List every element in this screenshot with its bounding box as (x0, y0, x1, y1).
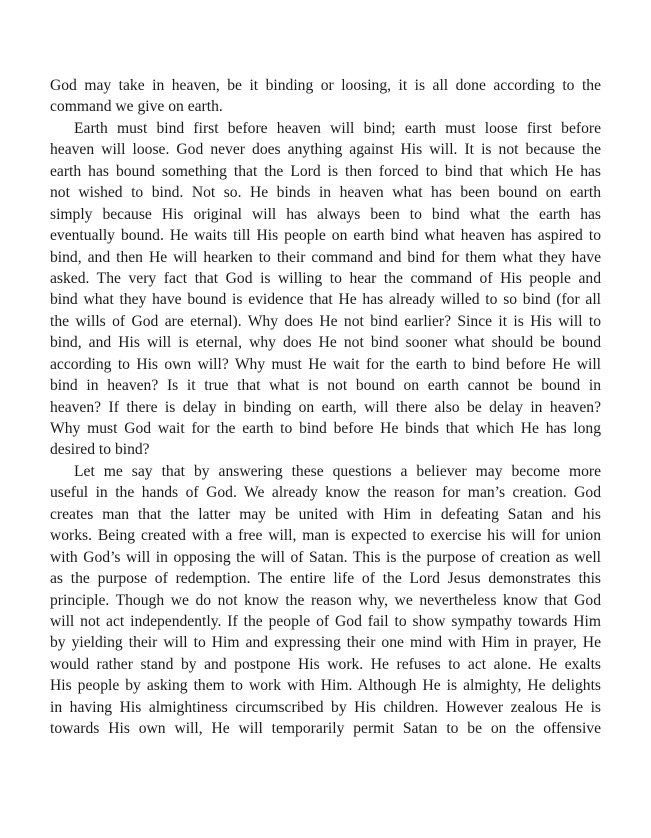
text-line: heaven? If there is delay in binding on earth, will there also be delay in heaven? (50, 398, 601, 416)
text-line: the wills of God are eternal). Why does He not bind earlier? Since it is His will to (50, 312, 601, 330)
text-line: as the purpose of redemption. The entire life of the Lord Jesus demonstrates this (50, 570, 601, 588)
text-line: bind in heaven? Is it true that what is not bound on earth cannot be bound in (50, 377, 601, 395)
text-line: command we give on earth. (50, 98, 223, 116)
text-line: will not act independently. If the people of God fail to show sympathy towards Him (50, 612, 601, 630)
text-line: desired to bind? (50, 441, 150, 459)
text-line: simply because His original will has always been to bind what the earth has (50, 205, 601, 223)
text-line: eventually bound. He waits till His people on earth bind what heaven has aspired to (50, 227, 601, 245)
text-line: Let me say that by answering these questions a believer may become more (74, 462, 601, 480)
text-line: heaven will loose. God never does anything against His will. It is not because the (50, 141, 601, 159)
text-line: earth has bound something that the Lord is then forced to bind that which He has (50, 162, 601, 180)
text-line: His people by asking them to work with Him. Although He is almighty, He delights (50, 677, 601, 695)
text-line: Why must God wait for the earth to bind before He binds that which He has long (50, 420, 601, 437)
text-line: according to His own will? Why must He wait for the earth to bind before He will (50, 355, 601, 373)
body-text (50, 75, 601, 740)
text-line: towards His own will, He will temporarily permit Satan to be on the offensive (50, 720, 601, 738)
text-line: would rather stand by and postpone His work. He refuses to act alone. He exalts (50, 655, 601, 673)
text-line: useful in the hands of God. We already know the reason for man’s creation. God (50, 484, 601, 502)
paragraph (50, 461, 601, 740)
text-line: not wished to bind. Not so. He binds in heaven what has been bound on earth (50, 184, 601, 202)
text-line: by yielding their will to Him and expressing their one mind with Him in prayer, He (50, 634, 601, 652)
text-line: Earth must bind first before heaven will bind; earth must loose first before (74, 119, 601, 137)
text-line: with God’s will in opposing the will of Satan. This is the purpose of creation as well (50, 548, 601, 566)
paragraph (50, 118, 601, 461)
text-line: bind, and His will is eternal, why does He not bind sooner what should be bound (50, 334, 601, 352)
paragraph (50, 75, 601, 118)
text-line: bind, and then He will hearken to their command and bind for them what they have (50, 248, 601, 266)
text-line: works. Being created with a free will, man is expected to exercise his will for union (50, 527, 601, 545)
text-line: asked. The very fact that God is willing to hear the command of His people and (50, 269, 601, 287)
text-line: principle. Though we do not know the reason why, we nevertheless know that God (50, 591, 601, 609)
text-line: bind what they have bound is evidence that He has already willed to so bind (for all (50, 291, 601, 309)
text-line: in having His almightiness circumscribed by His children. However zealous He is (50, 698, 601, 716)
text-line: creates man that the latter may be united with Him in defeating Satan and his (50, 505, 601, 523)
text-line: God may take in heaven, be it binding or loosing, it is all done according to the (50, 77, 601, 94)
